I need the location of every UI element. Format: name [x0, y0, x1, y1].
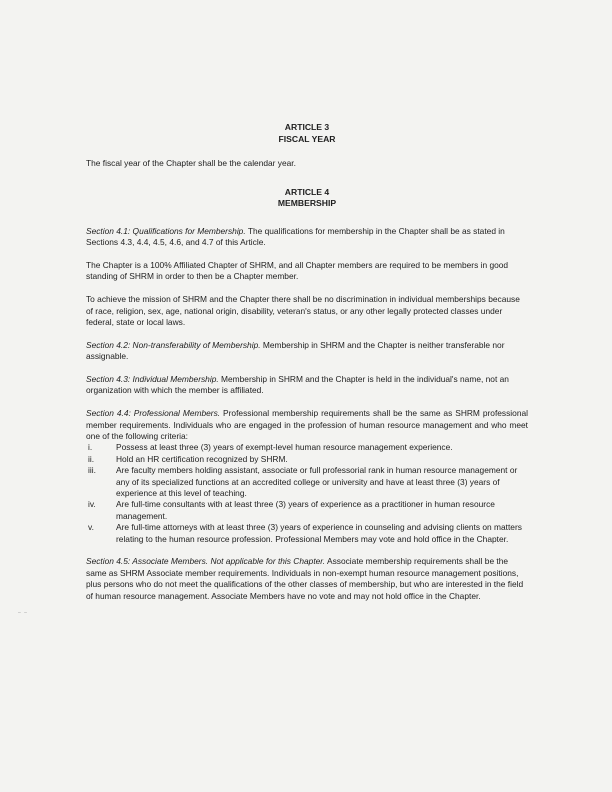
section-4-2-heading: Section 4.2: Non-transferability of Membership. [86, 339, 261, 350]
list-item [86, 522, 528, 545]
list-item-text: Possess at least three (3) years of exempt-level human resource management experience. [116, 442, 453, 453]
list-item-text: Are faculty members holding assistant, associate or full professorial rank in human resource management or any of its specialized functions at an accredited college or university and have at least three (3) years of experience at this level of teaching. [116, 465, 518, 499]
list-item-text: Are full-time attorneys with at least three (3) years of experience in counseling and advising clients on matters relating to the human resource profession. Professional Members may vote and hold office in the Chapter. [116, 522, 522, 544]
section-4-2-text: Membership in SHRM and the Chapter is neither transferable nor assignable. [86, 339, 505, 362]
article-4-number: ARTICLE 4 [284, 186, 330, 197]
section-4-4 [86, 408, 528, 442]
article-3-title: FISCAL YEAR [278, 133, 336, 144]
scan-margin-mark: – – [18, 610, 28, 616]
section-4-4-text: Professional membership requirements shall be the same as SHRM professional member requirements. Individuals who are engaged in the profession of human resource management and who meet one of the following criteria: [86, 408, 529, 442]
article-3-heading [86, 122, 528, 145]
professional-criteria-list [86, 442, 528, 545]
section-4-2 [86, 340, 528, 363]
list-item [86, 465, 528, 499]
section-4-1 [86, 226, 528, 249]
list-item [86, 499, 528, 522]
section-4-5-text: Associate membership requirements shall be the same as SHRM Associate member requirements. Individuals in non-exempt human resource management positions, plus persons who do not meet the qualifications of the other classes of membership, but who are interested in the field of human resource management. Associate Members have no vote and may not hold office in the Chapter. [86, 556, 524, 601]
section-4-5-heading: Section 4.5: Associate Members. Not applicable for this Chapter. [86, 556, 326, 567]
section-4-1-text: The qualifications for membership in the Chapter shall be as stated in Sections 4.3, 4.4, 4.5, 4.6, and 4.7 of this Article. [86, 225, 505, 248]
section-4-5 [86, 556, 528, 602]
fiscal-year-text: The fiscal year of the Chapter shall be the calendar year. [86, 158, 296, 169]
section-4-1-heading: Section 4.1: Qualifications for Membership. [86, 225, 246, 236]
section-4-3-heading: Section 4.3: Individual Membership. [86, 374, 219, 384]
list-item-number: ii. [88, 453, 95, 464]
list-item [86, 442, 528, 453]
list-item-number: i. [88, 442, 93, 453]
article-3-number: ARTICLE 3 [284, 122, 330, 132]
article-4-heading [86, 187, 528, 210]
list-item [86, 454, 528, 465]
article-4-title: MEMBERSHIP [277, 198, 337, 209]
non-discrimination-paragraph: To achieve the mission of SHRM and the Chapter there shall be no discrimination in individual memberships because of race, religion, sex, age, national origin, disability, veteran's status, or any other legally protected classes under federal, state or local laws. [86, 294, 520, 327]
section-4-3 [86, 374, 528, 397]
list-item-text: Are full-time consultants with at least three (3) years of experience as a practitioner in human resource management. [116, 499, 495, 521]
affiliated-chapter-paragraph: The Chapter is a 100% Affiliated Chapter of SHRM, and all Chapter members are required to be members in good standing of SHRM in order to then be a Chapter member. [86, 259, 509, 282]
section-4-3-text: Membership in SHRM and the Chapter is held in the individual's name, not an organization with which the member is affiliated. [86, 374, 509, 396]
list-item-number: iv. [88, 499, 96, 510]
list-item-number: v. [88, 522, 94, 533]
list-item-text: Hold an HR certification recognized by SHRM. [116, 453, 288, 464]
section-4-4-heading: Section 4.4: Professional Members. [86, 408, 221, 419]
list-item-number: iii. [88, 465, 96, 476]
